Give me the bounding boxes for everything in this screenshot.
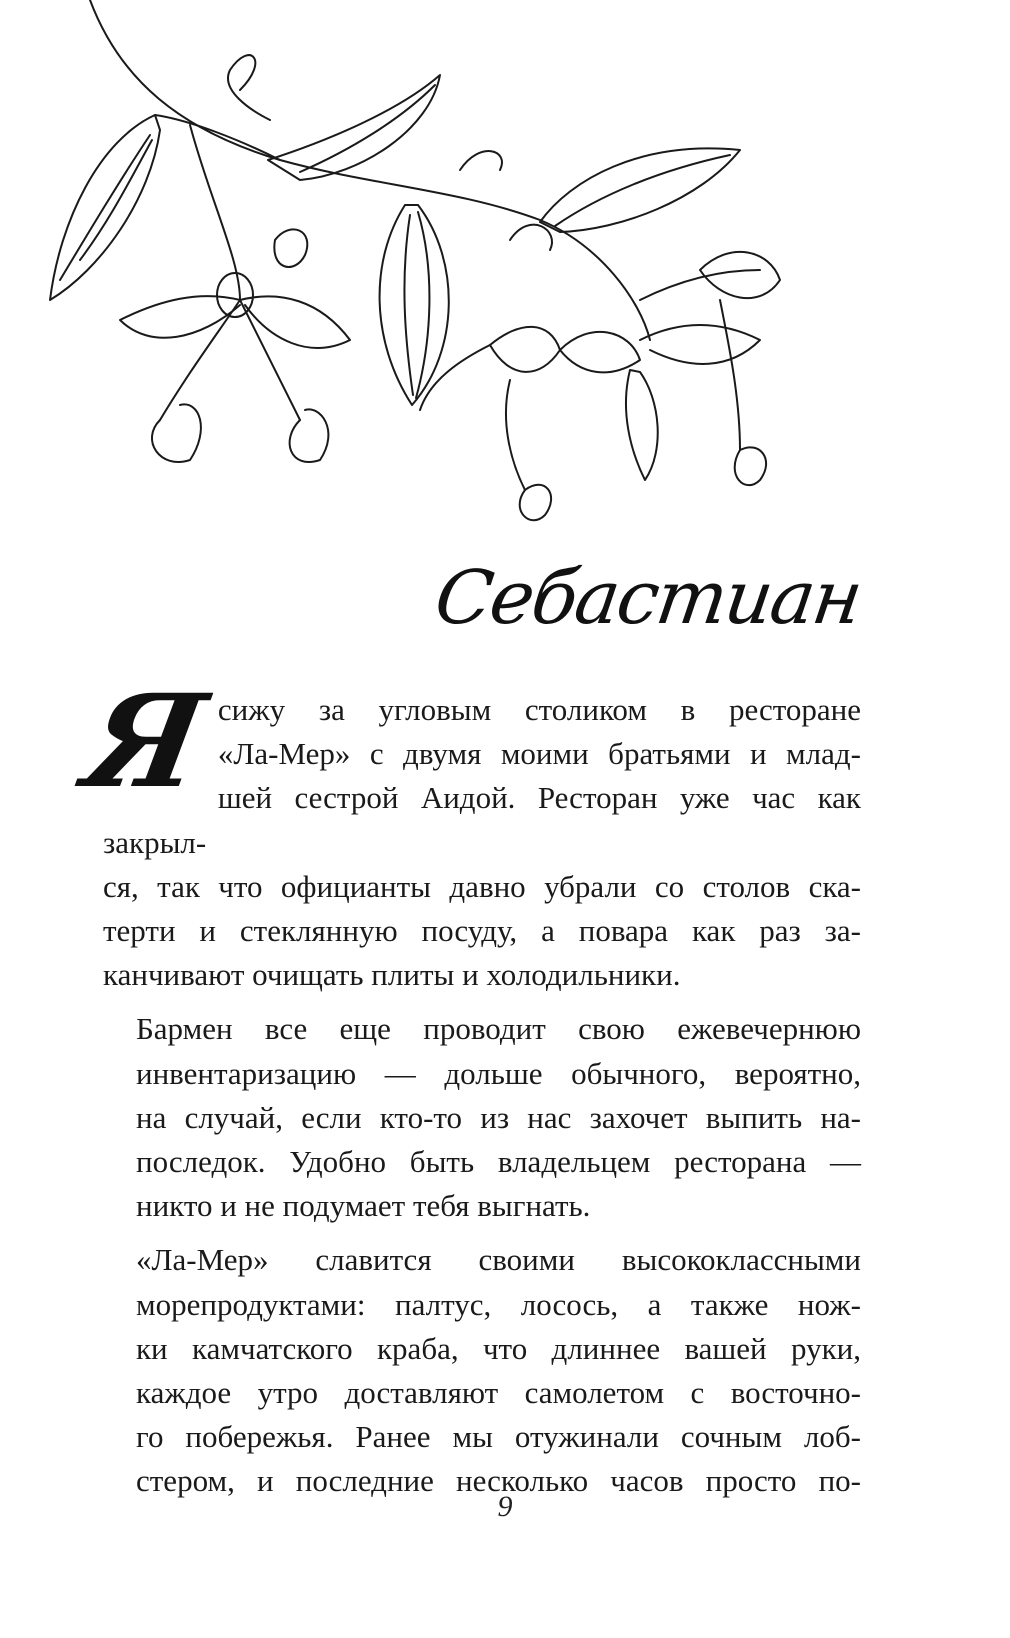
text-line: инвентаризацию — дольше обычного, вероятно, <box>136 1055 861 1091</box>
text-line: ся, так что официанты давно убрали со столов ска- <box>103 868 861 904</box>
orchid-branch-illustration <box>40 0 830 560</box>
text-line: канчивают очищать плиты и холодильники. <box>103 957 681 993</box>
text-line: последок. Удобно быть владельцем ресторана — <box>136 1144 861 1180</box>
text-line: Бармен все еще проводит свою ежевечернюю <box>136 1011 861 1047</box>
page-number: 9 <box>497 1490 513 1523</box>
text-line: «Ла-Мер» с двумя моими братьями и млад- <box>217 736 861 772</box>
drop-cap: Я <box>75 667 215 817</box>
chapter-title: Себастиан <box>430 555 867 641</box>
text-line: «Ла-Мер» славится своими высококлассными <box>136 1242 861 1278</box>
body-text <box>75 667 861 1504</box>
text-line: ки камчатского краба, что длиннее вашей руки, <box>136 1330 861 1366</box>
paragraph <box>103 1238 861 1503</box>
text-line: шей сестрой Аидой. Ресторан уже час как закрыл- <box>103 780 861 860</box>
text-line: стером, и последние несколько часов просто по- <box>136 1463 861 1499</box>
text-line: на случай, если кто-то из нас захочет выпить на- <box>136 1099 861 1135</box>
paragraph <box>103 1007 861 1228</box>
text-line: никто и не подумает тебя выгнать. <box>136 1188 591 1224</box>
text-line: терти и стеклянную посуду, а повара как раз за- <box>103 913 861 949</box>
text-line: го побережья. Ранее мы отужинали сочным лоб- <box>136 1419 861 1455</box>
text-line: сижу за угловым столиком в ресторане <box>217 692 861 727</box>
text-line: каждое утро доставляют самолетом с восточно- <box>136 1375 861 1411</box>
paragraph <box>75 667 861 997</box>
text-line: морепродуктами: палтус, лосось, а также нож- <box>136 1286 861 1322</box>
